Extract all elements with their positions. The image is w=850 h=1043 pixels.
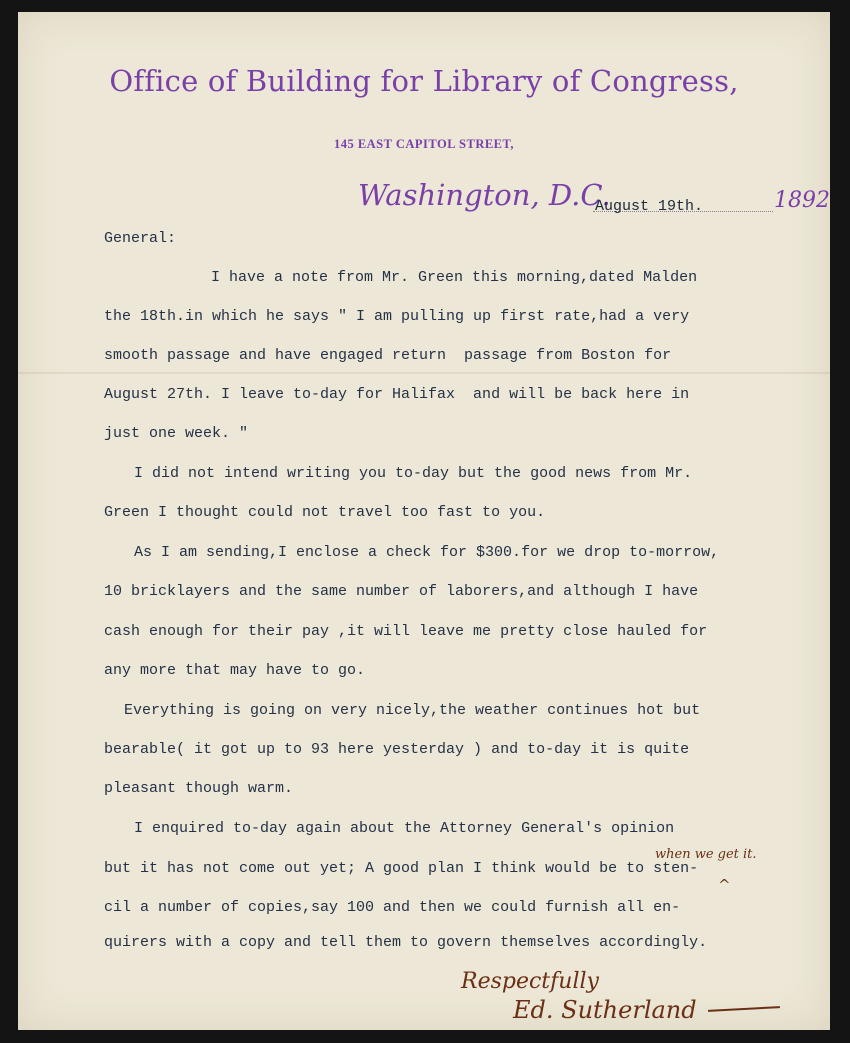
body-line: 10 bricklayers and the same number of laborers,and although I have bbox=[104, 583, 699, 600]
body-line: any more that may have to go. bbox=[104, 662, 366, 679]
letterhead-place: Washington, D.C. bbox=[358, 178, 611, 212]
letterhead-title: Office of Building for Library of Congress, bbox=[109, 64, 739, 98]
body-line: I have a note from Mr. Green this morning,dated Malden bbox=[211, 269, 698, 286]
body-line: the 18th.in which he says " I am pulling up first rate,had a very bbox=[104, 308, 690, 325]
signature: Ed. Sutherland bbox=[513, 996, 697, 1024]
insertion-caret: ^ bbox=[718, 876, 731, 894]
letter-body bbox=[18, 12, 830, 1030]
body-line: Everything is going on very nicely,the weather continues hot but bbox=[124, 702, 701, 719]
body-line: bearable( it got up to 93 here yesterday ) and to-day it is quite bbox=[104, 741, 690, 758]
salutation: General: bbox=[104, 230, 177, 247]
body-line: but it has not come out yet; A good plan I think would be to sten- bbox=[104, 860, 699, 877]
closing-respectfully: Respectfully bbox=[461, 969, 599, 994]
body-line: I enquired to-day again about the Attorney General's opinion bbox=[134, 820, 675, 837]
body-line: quirers with a copy and tell them to govern themselves accordingly. bbox=[104, 934, 708, 951]
typed-date: August 19th. bbox=[595, 198, 704, 215]
body-line: August 27th. I leave to-day for Halifax and will be back here in bbox=[104, 386, 690, 403]
body-line: cil a number of copies,say 100 and then we could furnish all en- bbox=[104, 899, 681, 916]
body-line: pleasant though warm. bbox=[104, 780, 294, 797]
body-line: As I am sending,I enclose a check for $300.for we drop to-morrow, bbox=[134, 544, 720, 561]
body-line: I did not intend writing you to-day but the good news from Mr. bbox=[134, 465, 693, 482]
letter-page bbox=[18, 12, 830, 1030]
body-line: Green I thought could not travel too fast to you. bbox=[104, 504, 546, 521]
letterhead-year: 1892 bbox=[774, 188, 830, 213]
body-line: smooth passage and have engaged return passage from Boston for bbox=[104, 347, 672, 364]
handwritten-insertion: when we get it. bbox=[655, 847, 757, 862]
body-line: just one week. " bbox=[104, 425, 249, 442]
body-line: cash enough for their pay ,it will leave me pretty close hauled for bbox=[104, 623, 708, 640]
letterhead-address: 145 EAST CAPITOL STREET, bbox=[333, 137, 515, 151]
